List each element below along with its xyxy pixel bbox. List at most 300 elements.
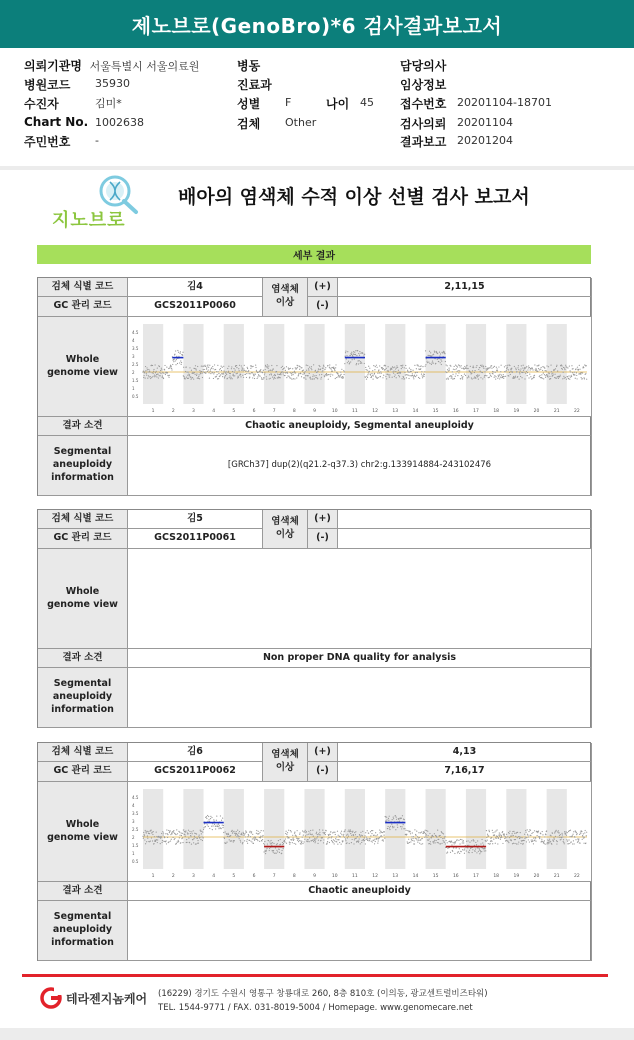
cnv-point	[275, 844, 276, 845]
cnv-point	[185, 830, 186, 831]
cnv-point	[245, 831, 246, 832]
cnv-point	[417, 841, 418, 842]
cnv-point	[578, 364, 579, 365]
cnv-point	[514, 832, 515, 833]
cnv-point	[166, 836, 167, 837]
cnv-point	[311, 369, 312, 370]
cnv-point	[559, 374, 560, 375]
cnv-point	[393, 370, 394, 371]
cnv-point	[331, 841, 332, 842]
cnv-point	[268, 849, 269, 850]
cnv-point	[217, 826, 218, 827]
cnv-point	[567, 843, 568, 844]
cnv-point	[412, 374, 413, 375]
segmental-info-value	[128, 901, 592, 961]
cnv-point	[358, 838, 359, 839]
cnv-point	[291, 378, 292, 379]
cnv-point	[186, 841, 187, 842]
cnv-point	[391, 376, 392, 377]
cnv-point	[323, 839, 324, 840]
cnv-point	[292, 368, 293, 369]
cnv-point	[515, 835, 516, 836]
cnv-point	[344, 838, 345, 839]
cnv-point	[230, 368, 231, 369]
cnv-point	[279, 377, 280, 378]
cnv-point	[146, 841, 147, 842]
cnv-point	[340, 371, 341, 372]
cnv-point	[343, 371, 344, 372]
cnv-point	[221, 824, 222, 825]
cnv-point	[315, 376, 316, 377]
cnv-point	[514, 838, 515, 839]
cnv-point	[371, 374, 372, 375]
chromosome-band	[223, 789, 243, 869]
cnv-point	[266, 847, 267, 848]
cnv-point	[284, 374, 285, 375]
cnv-point	[429, 832, 430, 833]
cnv-point	[292, 378, 293, 379]
cnv-point	[562, 839, 563, 840]
cnv-point	[396, 824, 397, 825]
cnv-point	[251, 372, 252, 373]
cnv-point	[515, 843, 516, 844]
cnv-point	[531, 839, 532, 840]
cnv-point	[465, 367, 466, 368]
cnv-point	[413, 840, 414, 841]
cnv-point	[466, 377, 467, 378]
cnv-point	[195, 374, 196, 375]
cnv-point	[263, 842, 264, 843]
cnv-point	[461, 367, 462, 368]
cnv-point	[546, 365, 547, 366]
genome-cnv-plot	[129, 783, 591, 881]
cnv-point	[267, 370, 268, 371]
cnv-point	[350, 830, 351, 831]
cnv-point	[250, 832, 251, 833]
cnv-point	[251, 831, 252, 832]
cnv-point	[570, 371, 571, 372]
cnv-point	[314, 840, 315, 841]
cnv-point	[496, 829, 497, 830]
cnv-point	[219, 815, 220, 816]
cnv-point	[210, 372, 211, 373]
cnv-point	[168, 829, 169, 830]
cnv-point	[435, 834, 436, 835]
cnv-point	[535, 369, 536, 370]
cnv-point	[154, 372, 155, 373]
cnv-point	[553, 838, 554, 839]
cnv-point	[391, 368, 392, 369]
cnv-point	[417, 376, 418, 377]
cnv-point	[518, 378, 519, 379]
cnv-point	[394, 374, 395, 375]
cnv-point	[158, 365, 159, 366]
cnv-point	[384, 837, 385, 838]
cnv-point	[583, 378, 584, 379]
cnv-point	[330, 368, 331, 369]
chromosome-label: 염색체	[271, 284, 299, 296]
cnv-point	[543, 841, 544, 842]
cnv-point	[560, 838, 561, 839]
cnv-point	[489, 374, 490, 375]
cnv-point	[368, 371, 369, 372]
cnv-point	[471, 370, 472, 371]
cnv-point	[297, 374, 298, 375]
cnv-point	[209, 827, 210, 828]
cnv-point	[371, 376, 372, 377]
cnv-point	[572, 368, 573, 369]
cnv-point	[555, 829, 556, 830]
cnv-point	[493, 376, 494, 377]
cnv-point	[346, 842, 347, 843]
cnv-point	[533, 376, 534, 377]
cnv-point	[238, 364, 239, 365]
cnv-point	[242, 376, 243, 377]
cnv-point	[327, 838, 328, 839]
cnv-point	[456, 852, 457, 853]
cnv-point	[483, 850, 484, 851]
cnv-point	[296, 377, 297, 378]
cnv-point	[565, 364, 566, 365]
gain-chromosomes: 4,13	[338, 743, 592, 762]
cnv-point	[322, 370, 323, 371]
cnv-point	[174, 837, 175, 838]
company-logo	[40, 987, 147, 1009]
cnv-point	[166, 372, 167, 373]
cnv-point	[568, 378, 569, 379]
cnv-point	[472, 849, 473, 850]
cnv-point	[173, 838, 174, 839]
cnv-point	[347, 360, 348, 361]
cnv-point	[568, 829, 569, 830]
cnv-point	[582, 833, 583, 834]
cnv-point	[213, 820, 214, 821]
cnv-point	[457, 374, 458, 375]
cnv-point	[446, 851, 447, 852]
cnv-point	[304, 375, 305, 376]
cnv-point	[386, 819, 387, 820]
cnv-point	[576, 834, 577, 835]
cnv-point	[529, 373, 530, 374]
cnv-point	[572, 372, 573, 373]
cnv-point	[518, 835, 519, 836]
cnv-point	[237, 829, 238, 830]
cnv-point	[273, 378, 274, 379]
cnv-point	[255, 832, 256, 833]
cnv-point	[580, 832, 581, 833]
cnv-point	[527, 834, 528, 835]
cnv-point	[355, 837, 356, 838]
patient-value: 김미*	[95, 97, 122, 110]
cnv-point	[261, 840, 262, 841]
cnv-point	[329, 364, 330, 365]
cnv-point	[202, 369, 203, 370]
y-tick-label: 4.5	[131, 794, 138, 800]
cnv-point	[172, 363, 173, 364]
cnv-point	[257, 840, 258, 841]
cnv-point	[417, 837, 418, 838]
cnv-point	[411, 373, 412, 374]
chromosome-band	[344, 789, 364, 869]
chromosome-abnormal-label	[263, 743, 308, 782]
genome-view-plot-area	[128, 782, 592, 882]
age-label: 나이	[326, 97, 350, 111]
cnv-point	[382, 840, 383, 841]
cnv-point	[419, 832, 420, 833]
cnv-point	[500, 371, 501, 372]
cnv-point	[267, 840, 268, 841]
cnv-point	[241, 843, 242, 844]
cnv-point	[325, 367, 326, 368]
ward-label: 병동	[237, 59, 261, 73]
cnv-point	[395, 816, 396, 817]
cnv-point	[421, 375, 422, 376]
cnv-point	[511, 367, 512, 368]
cnv-point	[431, 834, 432, 835]
cnv-point	[184, 835, 185, 836]
x-tick-label: 21	[553, 873, 560, 879]
cnv-point	[218, 372, 219, 373]
cnv-point	[273, 375, 274, 376]
cnv-point	[345, 358, 346, 359]
cnv-point	[307, 368, 308, 369]
cnv-point	[333, 366, 334, 367]
cnv-point	[303, 373, 304, 374]
cnv-point	[220, 369, 221, 370]
cnv-point	[377, 372, 378, 373]
cnv-point	[184, 378, 185, 379]
cnv-point	[333, 368, 334, 369]
cnv-point	[285, 366, 286, 367]
cnv-point	[232, 831, 233, 832]
cnv-point	[220, 365, 221, 366]
cnv-point	[223, 365, 224, 366]
cnv-point	[546, 373, 547, 374]
y-tick-label: 1.5	[131, 842, 138, 848]
cnv-point	[370, 840, 371, 841]
cnv-point	[458, 372, 459, 373]
cnv-point	[436, 836, 437, 837]
cnv-point	[568, 830, 569, 831]
cnv-point	[406, 833, 407, 834]
cnv-point	[577, 839, 578, 840]
cnv-point	[263, 377, 264, 378]
cnv-point	[255, 369, 256, 370]
gain-label: (+)	[308, 743, 338, 762]
cnv-point	[150, 829, 151, 830]
y-tick-label: 0.5	[131, 393, 138, 399]
cnv-point	[470, 371, 471, 372]
cnv-point	[357, 350, 358, 351]
cnv-point	[286, 371, 287, 372]
cnv-point	[380, 831, 381, 832]
cnv-point	[145, 372, 146, 373]
cnv-point	[511, 835, 512, 836]
report-date-value: 20201204	[457, 134, 513, 147]
cnv-point	[388, 376, 389, 377]
cnv-point	[259, 840, 260, 841]
cnv-point	[289, 843, 290, 844]
cnv-point	[496, 835, 497, 836]
cnv-point	[235, 833, 236, 834]
cnv-point	[473, 367, 474, 368]
cnv-point	[525, 831, 526, 832]
cnv-point	[324, 368, 325, 369]
x-tick-label: 16	[452, 873, 459, 879]
cnv-point	[308, 366, 309, 367]
cnv-point	[499, 373, 500, 374]
x-tick-label: 10	[331, 408, 338, 414]
cnv-point	[186, 839, 187, 840]
sample-id-label: 검체 식별 코드	[38, 743, 128, 762]
receipt-no-label: 접수번호	[400, 97, 447, 111]
cnv-point	[169, 840, 170, 841]
cnv-point	[280, 366, 281, 367]
cnv-point	[239, 835, 240, 836]
cnv-point	[290, 831, 291, 832]
cnv-point	[270, 373, 271, 374]
chromosome-band	[425, 789, 445, 869]
cnv-point	[288, 837, 289, 838]
cnv-point	[365, 368, 366, 369]
cnv-point	[585, 365, 586, 366]
cnv-point	[198, 375, 199, 376]
cnv-point	[195, 843, 196, 844]
cnv-point	[585, 842, 586, 843]
cnv-point	[569, 829, 570, 830]
cnv-point	[501, 836, 502, 837]
cnv-point	[227, 833, 228, 834]
cnv-point	[525, 841, 526, 842]
cnv-point	[410, 838, 411, 839]
cnv-point	[422, 843, 423, 844]
cnv-point	[386, 370, 387, 371]
cnv-point	[532, 843, 533, 844]
cnv-point	[433, 833, 434, 834]
x-tick-label: 15	[432, 873, 439, 879]
cnv-point	[244, 369, 245, 370]
cnv-point	[264, 853, 265, 854]
cnv-point	[556, 364, 557, 365]
cnv-point	[243, 368, 244, 369]
cnv-point	[189, 842, 190, 843]
cnv-point	[353, 358, 354, 359]
cnv-point	[480, 843, 481, 844]
cnv-point	[153, 370, 154, 371]
cnv-point	[370, 835, 371, 836]
cnv-point	[520, 368, 521, 369]
cnv-point	[380, 372, 381, 373]
cnv-point	[193, 835, 194, 836]
cnv-point	[523, 371, 524, 372]
cnv-point	[576, 366, 577, 367]
y-tick-label: 2	[131, 834, 135, 840]
cnv-point	[246, 842, 247, 843]
cnv-point	[488, 829, 489, 830]
cnv-point	[447, 378, 448, 379]
cnv-point	[200, 833, 201, 834]
cnv-point	[337, 376, 338, 377]
cnv-point	[249, 376, 250, 377]
cnv-point	[150, 377, 151, 378]
cnv-point	[350, 352, 351, 353]
cnv-point	[268, 374, 269, 375]
cnv-point	[328, 837, 329, 838]
cnv-point	[256, 377, 257, 378]
cnv-point	[217, 823, 218, 824]
cnv-point	[413, 374, 414, 375]
cnv-point	[152, 372, 153, 373]
cnv-point	[391, 825, 392, 826]
cnv-point	[294, 367, 295, 368]
x-tick-label: 4	[211, 873, 215, 879]
cnv-point	[355, 362, 356, 363]
cnv-point	[426, 830, 427, 831]
cnv-point	[261, 836, 262, 837]
cnv-point	[281, 371, 282, 372]
cnv-point	[561, 836, 562, 837]
cnv-point	[296, 830, 297, 831]
cnv-point	[278, 848, 279, 849]
cnv-point	[398, 820, 399, 821]
clinical-info-label: 임상정보	[400, 78, 447, 92]
cnv-point	[324, 831, 325, 832]
cnv-point	[201, 830, 202, 831]
cnv-point	[342, 377, 343, 378]
cnv-point	[380, 371, 381, 372]
cnv-point	[260, 369, 261, 370]
cnv-point	[557, 836, 558, 837]
cnv-point	[341, 834, 342, 835]
cnv-point	[199, 369, 200, 370]
cnv-point	[359, 836, 360, 837]
cnv-point	[380, 834, 381, 835]
cnv-point	[469, 370, 470, 371]
cnv-point	[399, 371, 400, 372]
cnv-point	[241, 832, 242, 833]
cnv-point	[255, 364, 256, 365]
cnv-point	[254, 373, 255, 374]
cnv-point	[397, 369, 398, 370]
cnv-point	[226, 841, 227, 842]
cnv-point	[257, 371, 258, 372]
cnv-point	[528, 841, 529, 842]
cnv-point	[518, 371, 519, 372]
cnv-point	[296, 367, 297, 368]
cnv-point	[459, 366, 460, 367]
cnv-point	[182, 837, 183, 838]
cnv-point	[459, 838, 460, 839]
cnv-point	[537, 830, 538, 831]
cnv-point	[541, 830, 542, 831]
cnv-point	[207, 820, 208, 821]
cnv-point	[231, 378, 232, 379]
cnv-point	[189, 367, 190, 368]
chromosome-band	[183, 789, 203, 869]
cnv-point	[375, 364, 376, 365]
cnv-point	[295, 367, 296, 368]
cnv-point	[308, 837, 309, 838]
cnv-point	[146, 367, 147, 368]
cnv-point	[463, 368, 464, 369]
cnv-point	[330, 837, 331, 838]
cnv-point	[335, 836, 336, 837]
cnv-point	[516, 837, 517, 838]
cnv-point	[511, 833, 512, 834]
cnv-point	[331, 839, 332, 840]
cnv-point	[568, 375, 569, 376]
cnv-point	[315, 838, 316, 839]
